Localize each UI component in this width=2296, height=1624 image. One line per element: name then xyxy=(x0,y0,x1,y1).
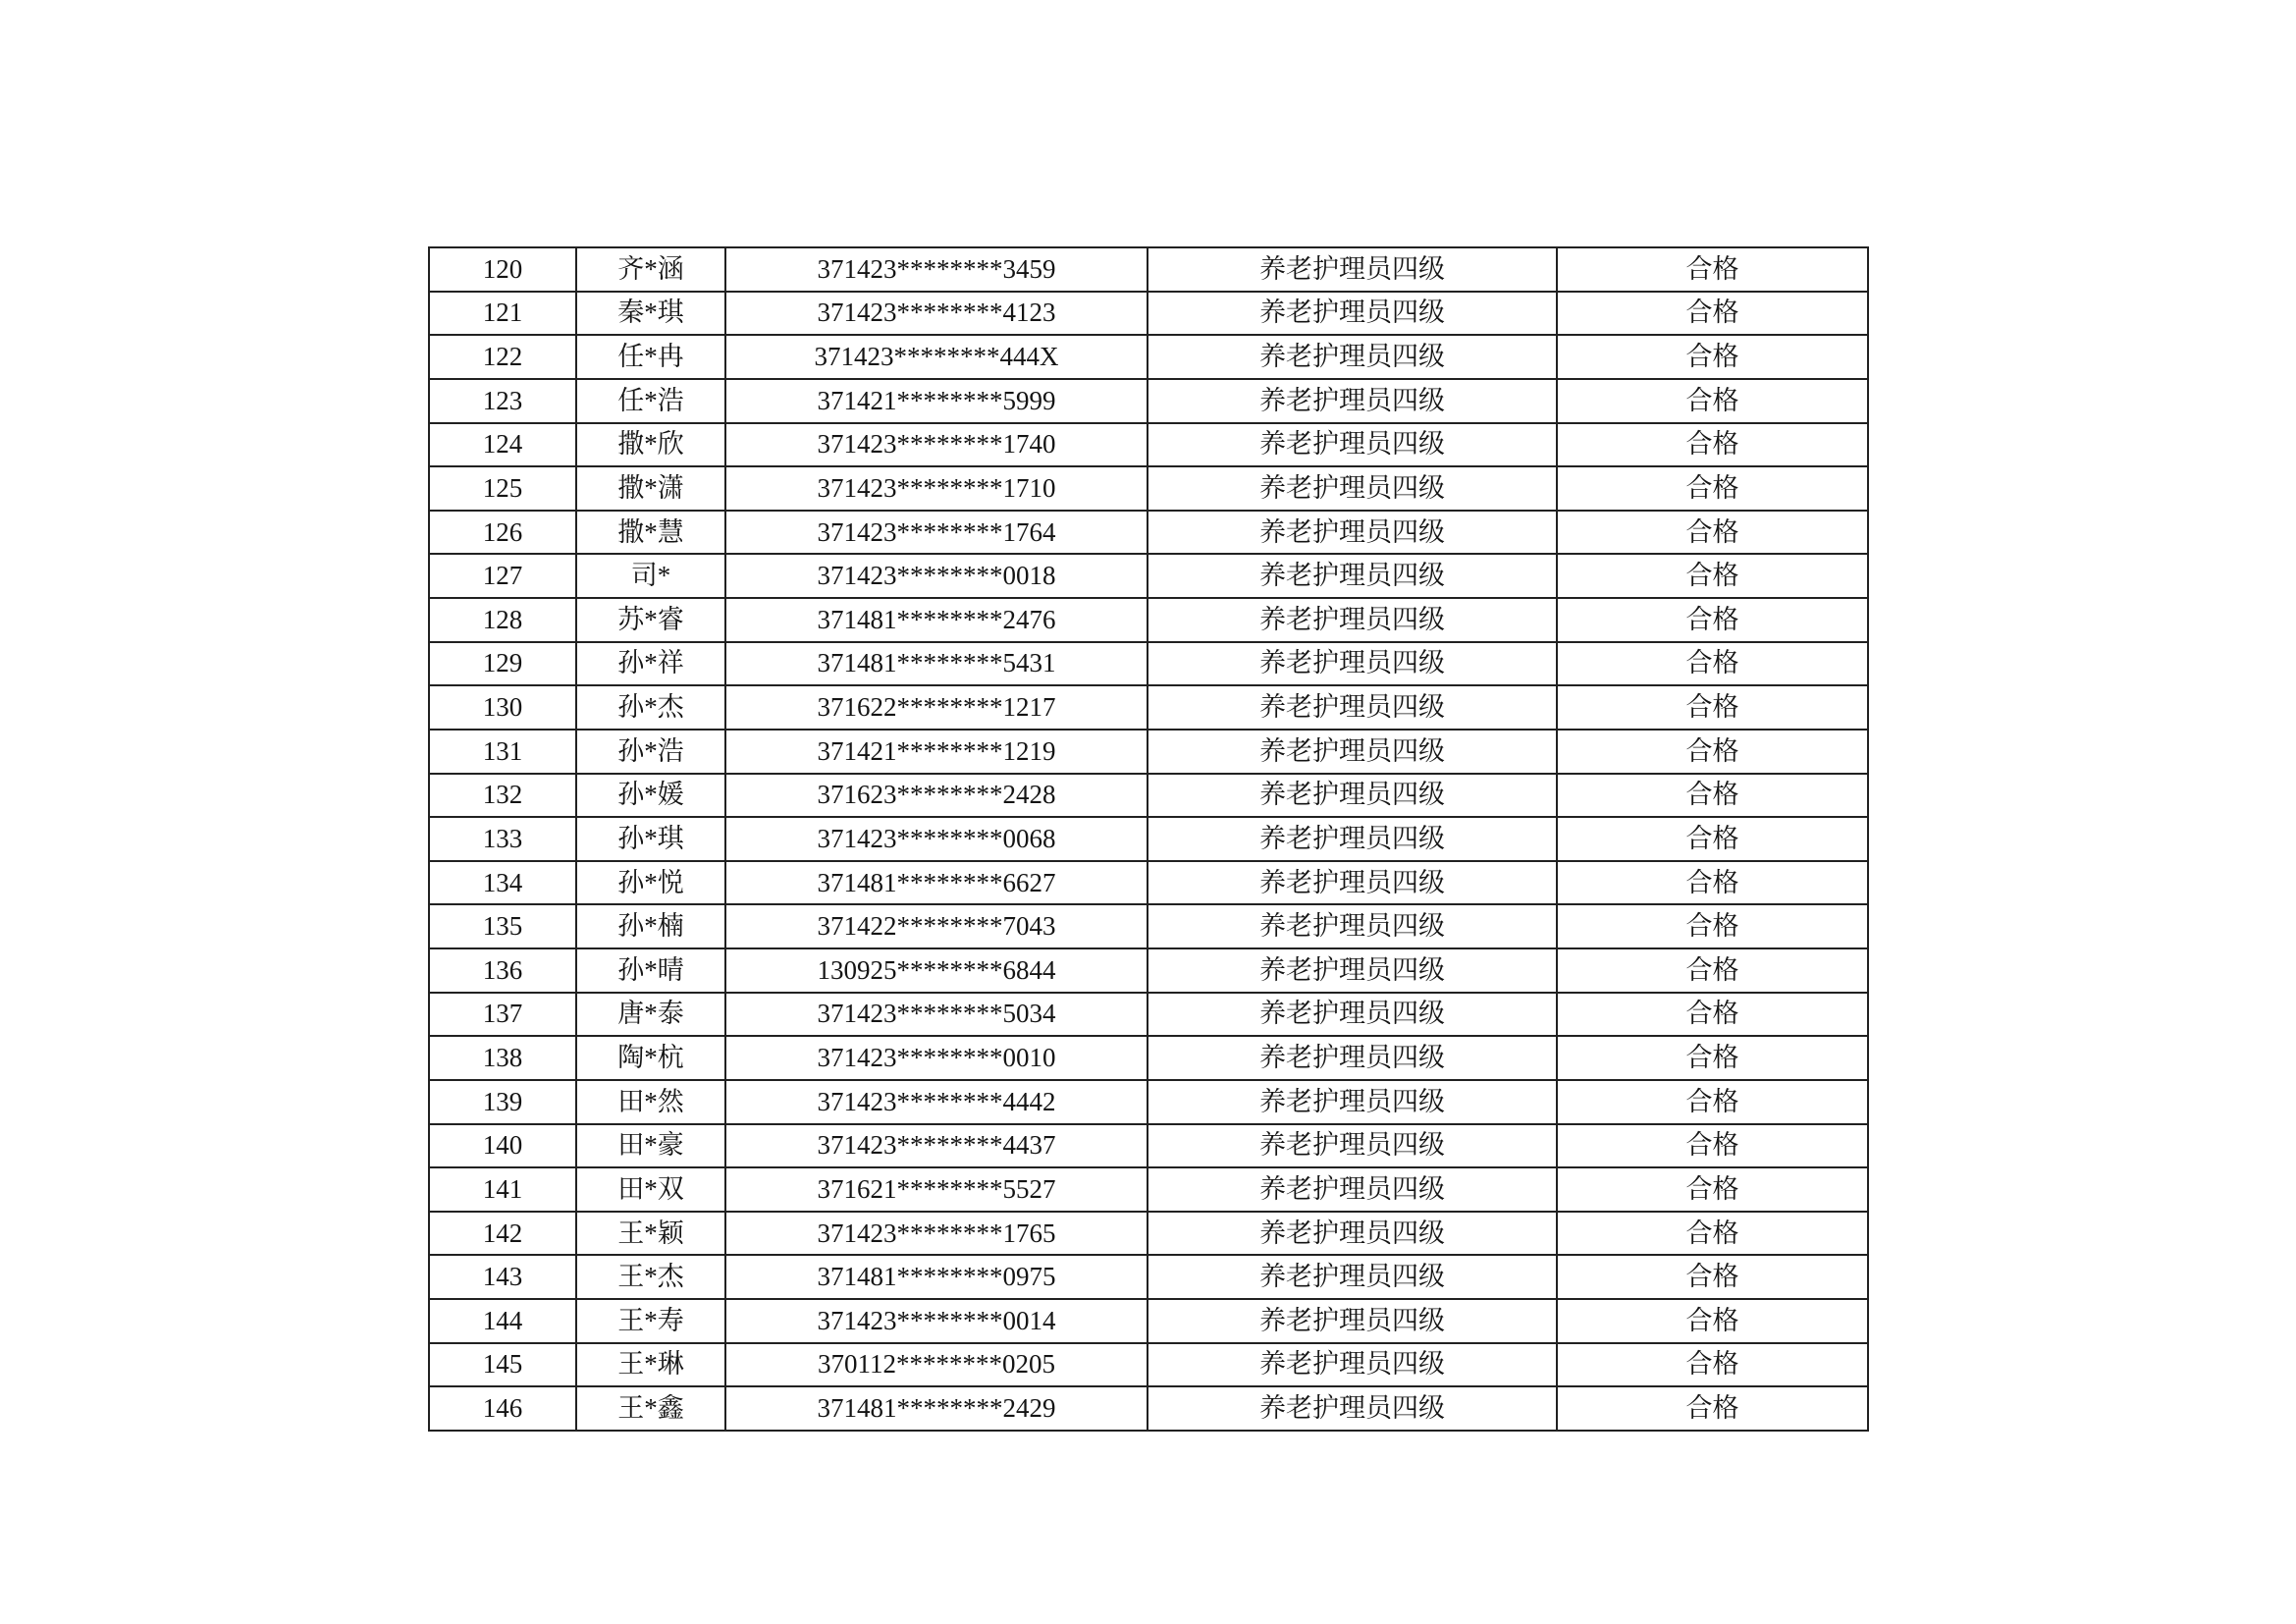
results-table-body xyxy=(429,247,1868,1431)
table-row xyxy=(429,1080,1868,1124)
result-cell: 合格 xyxy=(1557,774,1868,818)
name-cell: 孙*杰 xyxy=(576,685,725,730)
name-cell: 任*冉 xyxy=(576,335,725,379)
occupation-cell: 养老护理员四级 xyxy=(1148,466,1557,511)
seq-cell: 130 xyxy=(429,685,576,730)
result-cell: 合格 xyxy=(1557,1299,1868,1343)
result-cell: 合格 xyxy=(1557,904,1868,948)
name-cell: 田*双 xyxy=(576,1167,725,1212)
result-cell: 合格 xyxy=(1557,1255,1868,1299)
seq-cell: 131 xyxy=(429,730,576,774)
id_number-cell: 371481********0975 xyxy=(725,1255,1148,1299)
occupation-cell: 养老护理员四级 xyxy=(1148,379,1557,423)
result-cell: 合格 xyxy=(1557,292,1868,336)
id_number-cell: 371423********0010 xyxy=(725,1036,1148,1080)
seq-cell: 135 xyxy=(429,904,576,948)
id_number-cell: 371621********5527 xyxy=(725,1167,1148,1212)
seq-cell: 144 xyxy=(429,1299,576,1343)
id_number-cell: 371421********5999 xyxy=(725,379,1148,423)
occupation-cell: 养老护理员四级 xyxy=(1148,292,1557,336)
seq-cell: 120 xyxy=(429,247,576,292)
table-row xyxy=(429,554,1868,598)
seq-cell: 143 xyxy=(429,1255,576,1299)
id_number-cell: 371421********1219 xyxy=(725,730,1148,774)
occupation-cell: 养老护理员四级 xyxy=(1148,554,1557,598)
id_number-cell: 371622********1217 xyxy=(725,685,1148,730)
seq-cell: 128 xyxy=(429,598,576,642)
name-cell: 唐*泰 xyxy=(576,993,725,1037)
name-cell: 王*寿 xyxy=(576,1299,725,1343)
id_number-cell: 371423********0018 xyxy=(725,554,1148,598)
result-cell: 合格 xyxy=(1557,861,1868,905)
seq-cell: 133 xyxy=(429,817,576,861)
occupation-cell: 养老护理员四级 xyxy=(1148,993,1557,1037)
result-cell: 合格 xyxy=(1557,1167,1868,1212)
id_number-cell: 371423********1710 xyxy=(725,466,1148,511)
result-cell: 合格 xyxy=(1557,1212,1868,1256)
id_number-cell: 371481********5431 xyxy=(725,642,1148,686)
seq-cell: 121 xyxy=(429,292,576,336)
id_number-cell: 371423********4123 xyxy=(725,292,1148,336)
occupation-cell: 养老护理员四级 xyxy=(1148,685,1557,730)
table-row xyxy=(429,598,1868,642)
id_number-cell: 371423********0068 xyxy=(725,817,1148,861)
id_number-cell: 371481********2429 xyxy=(725,1386,1148,1431)
seq-cell: 134 xyxy=(429,861,576,905)
result-cell: 合格 xyxy=(1557,598,1868,642)
name-cell: 孙*晴 xyxy=(576,948,725,993)
id_number-cell: 130925********6844 xyxy=(725,948,1148,993)
result-cell: 合格 xyxy=(1557,817,1868,861)
id_number-cell: 371481********6627 xyxy=(725,861,1148,905)
table-row xyxy=(429,423,1868,467)
table-row xyxy=(429,1167,1868,1212)
result-cell: 合格 xyxy=(1557,685,1868,730)
id_number-cell: 371422********7043 xyxy=(725,904,1148,948)
table-row xyxy=(429,1299,1868,1343)
occupation-cell: 养老护理员四级 xyxy=(1148,1124,1557,1168)
occupation-cell: 养老护理员四级 xyxy=(1148,642,1557,686)
table-row xyxy=(429,642,1868,686)
table-row xyxy=(429,1212,1868,1256)
table-row xyxy=(429,247,1868,292)
table-row xyxy=(429,1124,1868,1168)
name-cell: 孙*琪 xyxy=(576,817,725,861)
name-cell: 孙*楠 xyxy=(576,904,725,948)
occupation-cell: 养老护理员四级 xyxy=(1148,1080,1557,1124)
table-row xyxy=(429,685,1868,730)
result-cell: 合格 xyxy=(1557,1386,1868,1431)
name-cell: 齐*涵 xyxy=(576,247,725,292)
seq-cell: 125 xyxy=(429,466,576,511)
table-row xyxy=(429,1255,1868,1299)
result-cell: 合格 xyxy=(1557,511,1868,555)
occupation-cell: 养老护理员四级 xyxy=(1148,335,1557,379)
name-cell: 撒*欣 xyxy=(576,423,725,467)
name-cell: 撒*慧 xyxy=(576,511,725,555)
occupation-cell: 养老护理员四级 xyxy=(1148,948,1557,993)
result-cell: 合格 xyxy=(1557,1124,1868,1168)
id_number-cell: 371423********1764 xyxy=(725,511,1148,555)
occupation-cell: 养老护理员四级 xyxy=(1148,1212,1557,1256)
name-cell: 孙*悦 xyxy=(576,861,725,905)
seq-cell: 129 xyxy=(429,642,576,686)
occupation-cell: 养老护理员四级 xyxy=(1148,817,1557,861)
table-row xyxy=(429,379,1868,423)
seq-cell: 136 xyxy=(429,948,576,993)
result-cell: 合格 xyxy=(1557,993,1868,1037)
seq-cell: 140 xyxy=(429,1124,576,1168)
id_number-cell: 371623********2428 xyxy=(725,774,1148,818)
id_number-cell: 371423********444X xyxy=(725,335,1148,379)
id_number-cell: 371423********3459 xyxy=(725,247,1148,292)
name-cell: 陶*杭 xyxy=(576,1036,725,1080)
name-cell: 田*然 xyxy=(576,1080,725,1124)
seq-cell: 123 xyxy=(429,379,576,423)
occupation-cell: 养老护理员四级 xyxy=(1148,1343,1557,1387)
table-row xyxy=(429,1036,1868,1080)
name-cell: 王*琳 xyxy=(576,1343,725,1387)
id_number-cell: 371423********4437 xyxy=(725,1124,1148,1168)
table-row xyxy=(429,511,1868,555)
result-cell: 合格 xyxy=(1557,1343,1868,1387)
seq-cell: 126 xyxy=(429,511,576,555)
table-row xyxy=(429,1386,1868,1431)
table-row xyxy=(429,948,1868,993)
occupation-cell: 养老护理员四级 xyxy=(1148,1299,1557,1343)
name-cell: 田*豪 xyxy=(576,1124,725,1168)
id_number-cell: 370112********0205 xyxy=(725,1343,1148,1387)
document-page xyxy=(428,246,1869,1432)
name-cell: 孙*祥 xyxy=(576,642,725,686)
name-cell: 任*浩 xyxy=(576,379,725,423)
seq-cell: 137 xyxy=(429,993,576,1037)
occupation-cell: 养老护理员四级 xyxy=(1148,774,1557,818)
occupation-cell: 养老护理员四级 xyxy=(1148,1036,1557,1080)
seq-cell: 139 xyxy=(429,1080,576,1124)
result-cell: 合格 xyxy=(1557,1036,1868,1080)
table-row xyxy=(429,335,1868,379)
name-cell: 孙*媛 xyxy=(576,774,725,818)
seq-cell: 138 xyxy=(429,1036,576,1080)
table-row xyxy=(429,466,1868,511)
seq-cell: 146 xyxy=(429,1386,576,1431)
result-cell: 合格 xyxy=(1557,730,1868,774)
occupation-cell: 养老护理员四级 xyxy=(1148,598,1557,642)
name-cell: 孙*浩 xyxy=(576,730,725,774)
occupation-cell: 养老护理员四级 xyxy=(1148,904,1557,948)
seq-cell: 124 xyxy=(429,423,576,467)
name-cell: 司* xyxy=(576,554,725,598)
occupation-cell: 养老护理员四级 xyxy=(1148,861,1557,905)
name-cell: 王*鑫 xyxy=(576,1386,725,1431)
occupation-cell: 养老护理员四级 xyxy=(1148,1386,1557,1431)
seq-cell: 127 xyxy=(429,554,576,598)
occupation-cell: 养老护理员四级 xyxy=(1148,511,1557,555)
seq-cell: 122 xyxy=(429,335,576,379)
seq-cell: 132 xyxy=(429,774,576,818)
table-row xyxy=(429,730,1868,774)
result-cell: 合格 xyxy=(1557,948,1868,993)
occupation-cell: 养老护理员四级 xyxy=(1148,1255,1557,1299)
result-cell: 合格 xyxy=(1557,554,1868,598)
result-cell: 合格 xyxy=(1557,335,1868,379)
result-cell: 合格 xyxy=(1557,423,1868,467)
seq-cell: 141 xyxy=(429,1167,576,1212)
table-row xyxy=(429,292,1868,336)
occupation-cell: 养老护理员四级 xyxy=(1148,247,1557,292)
occupation-cell: 养老护理员四级 xyxy=(1148,423,1557,467)
id_number-cell: 371423********1765 xyxy=(725,1212,1148,1256)
name-cell: 王*杰 xyxy=(576,1255,725,1299)
seq-cell: 145 xyxy=(429,1343,576,1387)
result-cell: 合格 xyxy=(1557,642,1868,686)
name-cell: 撒*潇 xyxy=(576,466,725,511)
table-row xyxy=(429,861,1868,905)
table-row xyxy=(429,817,1868,861)
result-cell: 合格 xyxy=(1557,379,1868,423)
seq-cell: 142 xyxy=(429,1212,576,1256)
id_number-cell: 371423********1740 xyxy=(725,423,1148,467)
name-cell: 秦*琪 xyxy=(576,292,725,336)
name-cell: 苏*睿 xyxy=(576,598,725,642)
id_number-cell: 371423********5034 xyxy=(725,993,1148,1037)
result-cell: 合格 xyxy=(1557,466,1868,511)
id_number-cell: 371481********2476 xyxy=(725,598,1148,642)
result-cell: 合格 xyxy=(1557,1080,1868,1124)
table-row xyxy=(429,993,1868,1037)
table-row xyxy=(429,774,1868,818)
result-cell: 合格 xyxy=(1557,247,1868,292)
table-row xyxy=(429,904,1868,948)
id_number-cell: 371423********4442 xyxy=(725,1080,1148,1124)
table-row xyxy=(429,1343,1868,1387)
occupation-cell: 养老护理员四级 xyxy=(1148,730,1557,774)
id_number-cell: 371423********0014 xyxy=(725,1299,1148,1343)
certification-results-table xyxy=(428,246,1869,1432)
occupation-cell: 养老护理员四级 xyxy=(1148,1167,1557,1212)
name-cell: 王*颖 xyxy=(576,1212,725,1256)
